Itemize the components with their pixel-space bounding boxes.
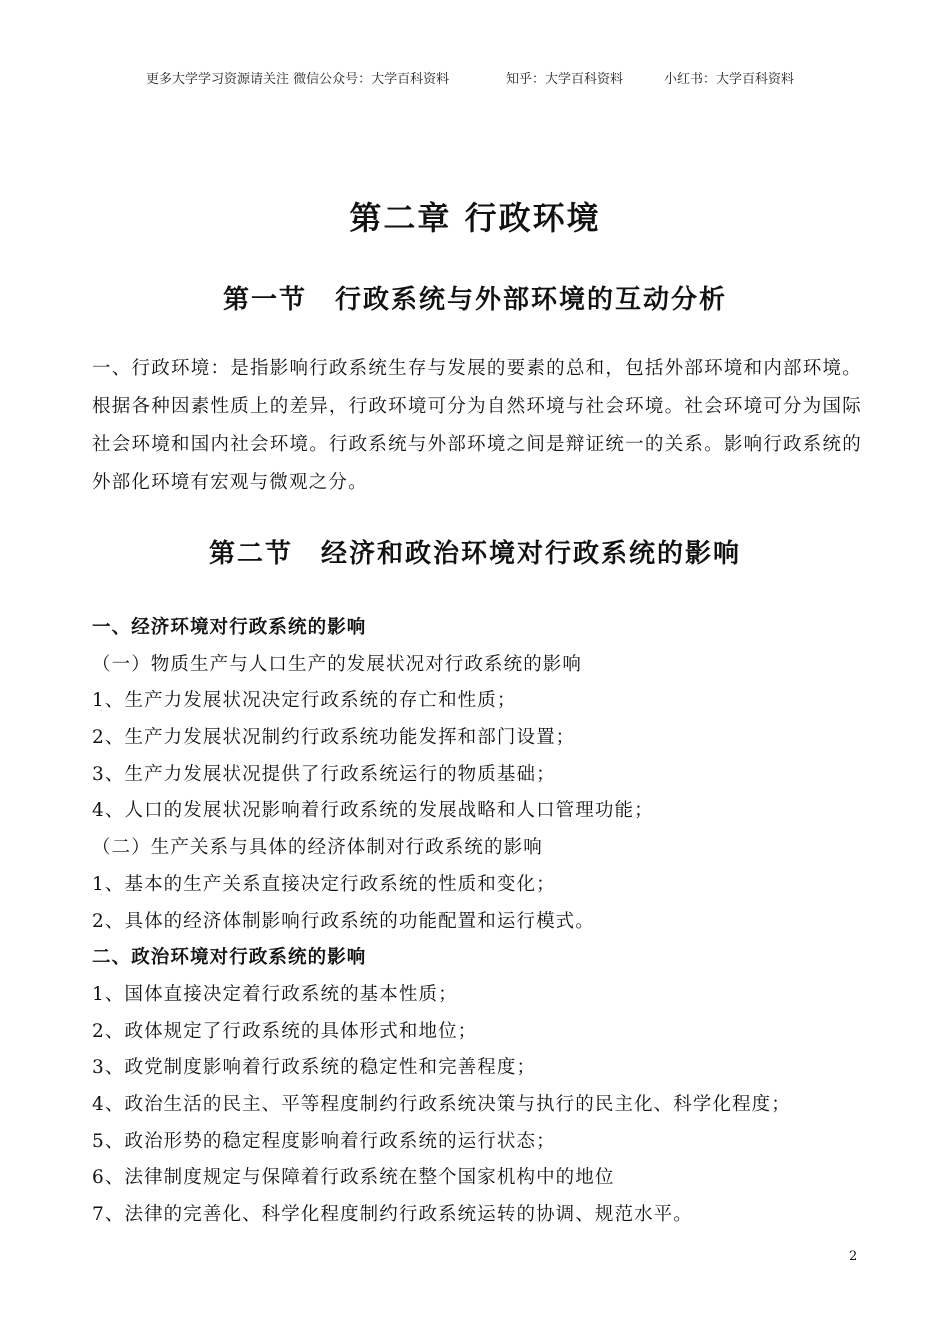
list-item: 2、生产力发展状况制约行政系统功能发挥和部门设置；	[92, 727, 576, 749]
list-item: 5、政治形势的稳定程度影响着行政系统的运行状态；	[92, 1130, 556, 1152]
list-item: 2、具体的经济体制影响行政系统的功能配置和运行模式。	[92, 910, 595, 932]
section-2-title: 第二节 经济和政治环境对行政系统的影响	[208, 539, 741, 569]
sub-subheading: （二）生产关系与具体的经济体制对行政系统的影响	[92, 837, 543, 859]
subheading: 二、政治环境对行政系统的影响	[92, 947, 367, 969]
list-item: 1、国体直接决定着行政系统的基本性质；	[92, 983, 458, 1005]
section-1-paragraph: 一、行政环境：是指影响行政系统生存与发展的要素的总和，包括外部环境和内部环境。根据各种因素性质上的差异，行政环境可分为自然环境与社会环境。社会环境可分为国际社会环境和国内社会环境。行政系统与外部环境之间是辩证统一的关系。影响行政系统的外部化环境有宏观与微观之分。	[92, 358, 862, 493]
list-item: 4、人口的发展状况影响着行政系统的发展战略和人口管理功能；	[92, 800, 654, 822]
section-1-title: 第一节 行政系统与外部环境的互动分析	[222, 285, 727, 315]
list-item: 1、生产力发展状况决定行政系统的存亡和性质；	[92, 690, 517, 712]
subheading: 一、经济环境对行政系统的影响	[92, 617, 367, 638]
list-item: 2、政体规定了行政系统的具体形式和地位；	[92, 1020, 478, 1042]
header-zhihu-note: 知乎：大学百科资料	[506, 72, 624, 87]
page-number: 2	[849, 1249, 858, 1264]
list-item: 1、基本的生产关系直接决定行政系统的性质和变化；	[92, 873, 556, 895]
list-item: 6、法律制度规定与保障着行政系统在整个国家机构中的地位	[92, 1167, 615, 1189]
list-item: 4、政治生活的民主、平等程度制约行政系统决策与执行的民主化、科学化程度；	[92, 1093, 791, 1115]
chapter-title: 第二章 行政环境	[349, 199, 601, 237]
list-item: 7、法律的完善化、科学化程度制约行政系统运转的协调、规范水平。	[92, 1204, 693, 1225]
header-xiaohongshu-note: 小红书：大学百科资料	[664, 72, 795, 87]
sub-subheading: （一）物质生产与人口生产的发展状况对行政系统的影响	[92, 653, 583, 675]
list-item: 3、政党制度影响着行政系统的稳定性和完善程度；	[92, 1057, 537, 1079]
header-wechat-note: 更多大学学习资源请关注 微信公众号：大学百科资料	[146, 72, 450, 87]
list-item: 3、生产力发展状况提供了行政系统运行的物质基础；	[92, 763, 556, 785]
section-2-content	[92, 610, 872, 1234]
